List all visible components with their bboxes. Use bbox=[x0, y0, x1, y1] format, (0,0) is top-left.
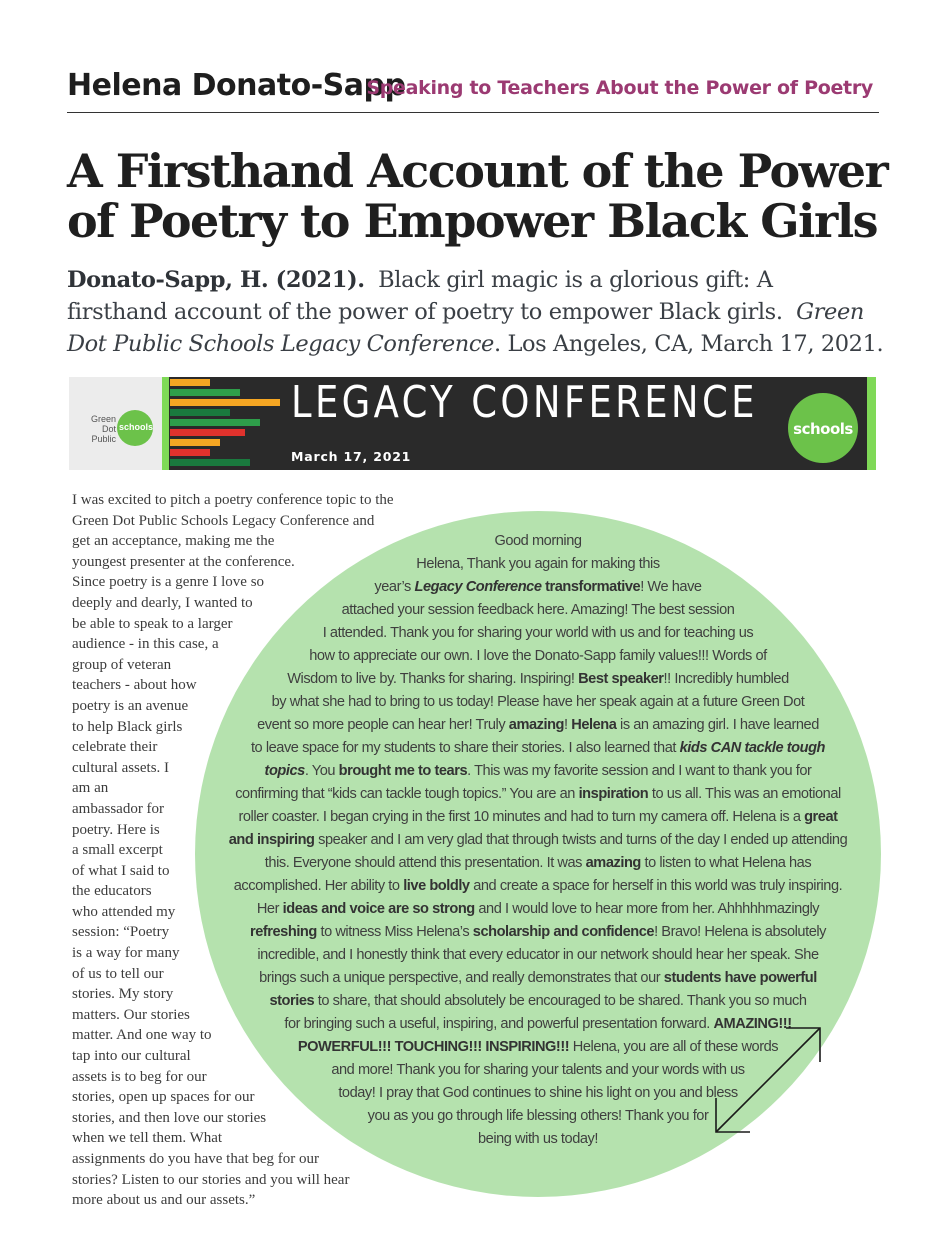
feedback-text: you as you go through life blessing others! Thank you for bbox=[367, 1108, 709, 1124]
logo-schools-text: schools bbox=[118, 422, 153, 432]
feedback-text: ! We have bbox=[640, 579, 702, 595]
feedback-emphasis: Best speaker bbox=[578, 671, 664, 687]
banner-date: March 17, 2021 bbox=[291, 449, 412, 464]
citation-venue: Dot Public Schools Legacy Conference bbox=[67, 331, 494, 357]
feedback-text: to witness Miss Helena’s bbox=[316, 924, 473, 940]
feedback-line bbox=[200, 921, 876, 944]
feedback-line bbox=[200, 898, 876, 921]
story-line: teachers - about how bbox=[72, 677, 197, 694]
feedback-text: this. Everyone should attend this presentation. It was bbox=[264, 855, 586, 871]
feedback-text: and create a space for herself in this world was truly inspiring. bbox=[469, 878, 843, 894]
story-line: I was excited to pitch a poetry conference topic to the bbox=[72, 492, 394, 508]
story-line: stories, and then love our stories bbox=[72, 1109, 267, 1126]
story-line: the educators bbox=[72, 883, 152, 900]
citation-author-year: Donato-Sapp, H. (2021). bbox=[67, 267, 365, 293]
story-line: cultural assets. I bbox=[72, 759, 170, 776]
feedback-text: being with us today! bbox=[478, 1131, 598, 1147]
feedback-text: is an amazing girl. I have learned bbox=[616, 717, 819, 733]
feedback-emphasis: great bbox=[804, 809, 838, 825]
feedback-text: to leave space for my students to share their stories. I also learned that bbox=[250, 740, 680, 756]
banner-stripe bbox=[170, 449, 210, 456]
feedback-text: how to appreciate our own. I love the Donato-Sapp family values!!! Words of bbox=[309, 648, 767, 664]
title-line: of Poetry to Empower Black Girls bbox=[67, 194, 878, 248]
diagonal-expand-arrow-icon bbox=[708, 1012, 828, 1142]
banner-accent-bar bbox=[162, 377, 169, 470]
story-line: to help Black girls bbox=[72, 718, 183, 735]
feedback-text: accomplished. Her ability to bbox=[233, 878, 404, 894]
feedback-text: Helena, Thank you again for making this bbox=[416, 556, 660, 572]
feedback-line bbox=[200, 553, 876, 576]
feedback-line bbox=[200, 783, 876, 806]
feedback-emphasis: inspiration bbox=[578, 786, 649, 802]
feedback-line bbox=[200, 622, 876, 645]
feedback-line bbox=[200, 737, 876, 760]
feedback-text: Helena, you are all of these words bbox=[569, 1039, 779, 1055]
banner-stripe bbox=[170, 399, 280, 406]
feedback-text: . This was my favorite session and I want to thank you for bbox=[467, 763, 812, 779]
feedback-text: roller coaster. I began crying in the first 10 minutes and had to turn my camera off. Helena is a bbox=[238, 809, 805, 825]
feedback-text: Her bbox=[256, 901, 283, 917]
story-line: of what I said to bbox=[72, 862, 170, 879]
feedback-text: year’s bbox=[374, 579, 415, 595]
feedback-emphasis: refreshing bbox=[249, 924, 317, 940]
page-header bbox=[67, 66, 879, 113]
feedback-line bbox=[200, 576, 876, 599]
story-line: am an bbox=[72, 780, 109, 797]
story-line: matters. Our stories bbox=[72, 1006, 190, 1023]
feedback-line bbox=[200, 852, 876, 875]
feedback-line bbox=[200, 944, 876, 967]
banner-stripe bbox=[170, 379, 210, 386]
citation-text: firsthand account of the power of poetry to empower Black girls. bbox=[67, 299, 783, 325]
feedback-line bbox=[200, 530, 876, 553]
feedback-text: Good morning bbox=[494, 533, 582, 549]
feedback-text: . You bbox=[304, 763, 339, 779]
story-line: group of veteran bbox=[72, 656, 172, 673]
story-line: celebrate their bbox=[72, 739, 158, 756]
feedback-text: ! Bravo! Helena is absolutely bbox=[654, 924, 826, 940]
feedback-line bbox=[200, 668, 876, 691]
story-line: is a way for many bbox=[72, 945, 180, 962]
title-line: A Firsthand Account of the Power bbox=[67, 144, 888, 198]
story-line: session: “Poetry bbox=[72, 924, 170, 941]
feedback-text: event so more people can hear her! Truly bbox=[257, 717, 509, 733]
feedback-text: brings such a unique perspective, and really demonstrates that our bbox=[259, 970, 664, 986]
feedback-text: ! bbox=[564, 717, 572, 733]
feedback-text: confirming that “kids can tackle tough topics.” You are an bbox=[235, 786, 579, 802]
story-line: stories. My story bbox=[72, 986, 174, 1003]
feedback-line bbox=[200, 829, 876, 852]
story-line: ambassador for bbox=[72, 800, 165, 817]
story-line: be able to speak to a larger bbox=[72, 615, 233, 632]
feedback-emphasis: Helena bbox=[571, 717, 617, 733]
citation-location: . Los Angeles, CA, March 17, 2021. bbox=[493, 331, 884, 357]
article-title bbox=[67, 146, 897, 246]
banner-stripe bbox=[170, 439, 220, 446]
story-line: of us to tell our bbox=[72, 965, 164, 982]
conference-banner bbox=[69, 377, 876, 470]
story-line: audience - in this case, a bbox=[72, 636, 219, 653]
banner-accent-bar-right bbox=[867, 377, 876, 470]
feedback-text: to listen to what Helena has bbox=[640, 855, 812, 871]
banner-stripe bbox=[170, 389, 240, 396]
logo-text-line: Public bbox=[91, 434, 116, 444]
feedback-text: to share, that should absolutely be encouraged to be shared. Thank you so much bbox=[314, 993, 807, 1009]
feedback-text: !! Incredibly humbled bbox=[663, 671, 789, 687]
feedback-line bbox=[200, 760, 876, 783]
story-line: Green Dot Public Schools Legacy Conference and bbox=[72, 512, 375, 529]
feedback-emphasis: Legacy Conference bbox=[414, 579, 542, 595]
feedback-emphasis: topics bbox=[264, 763, 305, 779]
feedback-emphasis: kids CAN tackle tough bbox=[679, 740, 826, 756]
story-line: poetry. Here is bbox=[72, 821, 160, 838]
story-line: poetry is an avenue bbox=[72, 697, 189, 714]
banner-title: LEGACY CONFERENCE bbox=[291, 377, 758, 428]
feedback-line bbox=[200, 645, 876, 668]
feedback-emphasis: brought me to tears bbox=[338, 763, 468, 779]
feedback-emphasis: POWERFUL!!! TOUCHING!!! INSPIRING!!! bbox=[297, 1039, 570, 1055]
story-line: assets is to beg for our bbox=[72, 1068, 207, 1085]
banner-stripe bbox=[170, 419, 260, 426]
story-line: who attended my bbox=[72, 903, 176, 920]
story-line: a small excerpt bbox=[72, 842, 163, 859]
story-line: matter. And one way to bbox=[72, 1027, 212, 1044]
feedback-emphasis: amazing bbox=[585, 855, 641, 871]
feedback-emphasis: AMAZING!!! bbox=[713, 1016, 792, 1032]
story-line: stories, open up spaces for our bbox=[72, 1089, 255, 1106]
feedback-text: Wisdom to live by. Thanks for sharing. Inspiring! bbox=[287, 671, 579, 687]
feedback-text: attached your session feedback here. Amazing! The best session bbox=[341, 602, 735, 618]
feedback-text: for bringing such a useful, inspiring, and powerful presentation forward. bbox=[284, 1016, 714, 1032]
logo-text-line: Green Dot bbox=[90, 414, 116, 434]
banner-stripe bbox=[170, 459, 250, 466]
story-line: stories? Listen to our stories and you will hear bbox=[72, 1171, 350, 1188]
feedback-emphasis: and inspiring bbox=[228, 832, 315, 848]
feedback-text: and more! Thank you for sharing your talents and your words with us bbox=[331, 1062, 745, 1078]
banner-stripe bbox=[170, 429, 245, 436]
feedback-emphasis: scholarship and confidence bbox=[472, 924, 655, 940]
feedback-line bbox=[200, 875, 876, 898]
feedback-text: to us all. This was an emotional bbox=[648, 786, 841, 802]
feedback-text: incredible, and I honestly think that every educator in our network should hear her speak. She bbox=[257, 947, 819, 963]
feedback-line bbox=[200, 599, 876, 622]
feedback-emphasis: students have powerful bbox=[663, 970, 817, 986]
feedback-text: and I would love to hear more from her. Ahhhhhmazingly bbox=[474, 901, 820, 917]
feedback-emphasis: ideas and voice are so strong bbox=[282, 901, 475, 917]
citation-venue: Green bbox=[796, 299, 864, 325]
feedback-line bbox=[200, 691, 876, 714]
feedback-emphasis: transformative bbox=[541, 579, 641, 595]
feedback-line bbox=[200, 806, 876, 829]
green-dot-logo bbox=[69, 377, 162, 470]
story-line: assignments do you have that beg for our bbox=[72, 1151, 320, 1167]
feedback-emphasis: stories bbox=[269, 993, 315, 1009]
story-line: tap into our cultural bbox=[72, 1048, 191, 1065]
feedback-text: speaker and I am very glad that through twists and turns of the day I ended up attending bbox=[314, 832, 848, 848]
story-line: when we tell them. What bbox=[72, 1130, 223, 1147]
story-line: deeply and dearly, I wanted to bbox=[72, 594, 253, 611]
feedback-text: today! I pray that God continues to shine his light on you and bless bbox=[338, 1085, 738, 1101]
feedback-text: I attended. Thank you for sharing your world with us and for teaching us bbox=[322, 625, 754, 641]
feedback-emphasis: live boldly bbox=[403, 878, 470, 894]
citation-text: Black girl magic is a glorious gift: A bbox=[378, 267, 773, 293]
feedback-line bbox=[200, 990, 876, 1013]
story-line: get an acceptance, making me the bbox=[72, 533, 275, 550]
story-line: more about us and our assets.” bbox=[72, 1192, 256, 1209]
banner-stripe bbox=[170, 409, 230, 416]
feedback-line bbox=[200, 967, 876, 990]
story-line: Since poetry is a genre I love so bbox=[72, 574, 265, 591]
story-line: youngest presenter at the conference. bbox=[72, 553, 295, 570]
feedback-line bbox=[200, 714, 876, 737]
feedback-emphasis: amazing bbox=[508, 717, 565, 733]
citation bbox=[67, 264, 887, 360]
author-name: Helena Donato-Sapp bbox=[67, 68, 406, 103]
header-tagline: Speaking to Teachers About the Power of Poetry bbox=[366, 77, 873, 99]
schools-logo-text: schools bbox=[793, 420, 853, 438]
feedback-text: by what she had to bring to us today! Please have her speak again at a future Green Dot bbox=[271, 694, 805, 710]
